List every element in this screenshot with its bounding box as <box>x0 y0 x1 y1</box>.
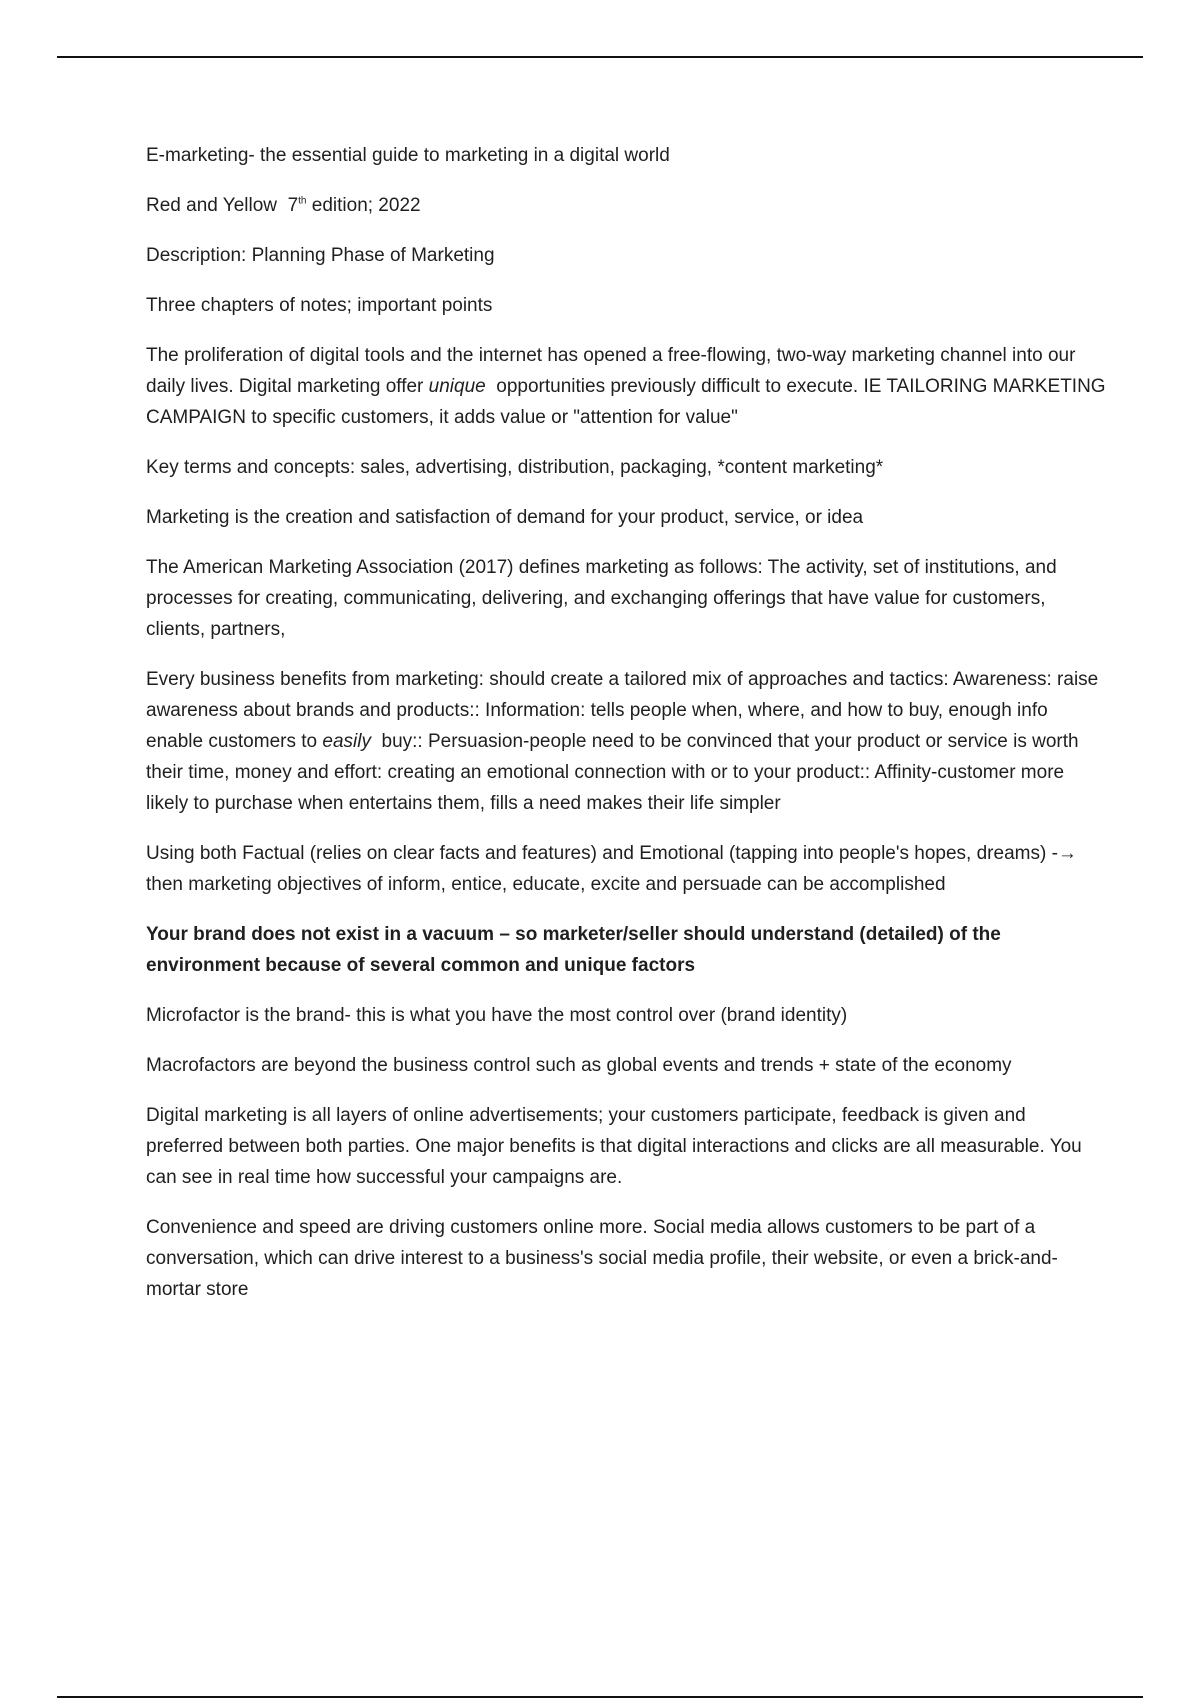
paragraph-benefits <box>146 664 1106 819</box>
benefits-text-after: buy:: Persuasion-people need to be convinced that your product or service is worth their time, money and effort: creating an emotional connection with or to your product:: Affinity-customer more likely to purchase when entertains them, fills a need makes their life simpler <box>146 731 1079 814</box>
paragraph-microfactor: Microfactor is the brand- this is what you have the most control over (brand identity) <box>146 1005 848 1026</box>
paragraph-convenience: Convenience and speed are driving customers online more. Social media allows customers to be part of a conversation, which can drive interest to a business's social media profile, their website, or even a brick-and-mortar store <box>146 1217 1058 1300</box>
summary-line: Three chapters of notes; important points <box>146 295 493 316</box>
intro-text-before: The proliferation of digital tools and the internet has opened a free-flowing, two-way marketing channel into our daily lives. Digital marketing offer <box>146 345 1076 397</box>
description-line: Description: Planning Phase of Marketing <box>146 245 495 266</box>
paragraph-ama: The American Marketing Association (2017) defines marketing as follows: The activity, set of institutions, and processes for creating, communicating, delivering, and exchanging offerings that have value for customers, clients, partners, <box>146 557 1057 640</box>
publisher: Red and Yellow <box>146 195 277 216</box>
page-bottom-rule <box>57 1696 1143 1698</box>
edition-suffix: th <box>298 195 307 207</box>
page-top-rule <box>57 56 1143 58</box>
benefits-text-before: Every business benefits from marketing: should create a tailored mix of approaches and tactics: Awareness: raise awareness about brands and products:: Information: tells people when, where, and how to buy, enough info enable customers to <box>146 669 1099 752</box>
paragraph-digital: Digital marketing is all layers of online advertisements; your customers participate, feedback is given and preferred between both parties. One major benefits is that digital interactions and clicks are all measurable. You can see in real time how successful your campaigns are. <box>146 1105 1082 1188</box>
edition-line <box>146 190 1106 221</box>
paragraph-factual: Using both Factual (relies on clear facts and features) and Emotional (tapping into people's hopes, dreams) -→ then marketing objectives of inform, entice, educate, excite and persuade can be accomplished <box>146 843 1077 895</box>
paragraph-intro <box>146 340 1106 433</box>
intro-emphasis: unique <box>428 376 486 397</box>
benefits-emphasis: easily <box>322 731 371 752</box>
document-body <box>146 140 1106 1324</box>
paragraph-key-terms: Key terms and concepts: sales, advertising, distribution, packaging, *content marketing* <box>146 457 884 478</box>
paragraph-definition: Marketing is the creation and satisfaction of demand for your product, service, or idea <box>146 507 864 528</box>
edition-number: 7 <box>287 195 299 216</box>
edition-rest: edition; 2022 <box>311 195 421 216</box>
intro-text-after: opportunities previously difficult to execute. IE TAILORING MARKETING CAMPAIGN to specific customers, it adds value or "attention for value" <box>146 376 1106 428</box>
document-title: E-marketing- the essential guide to marketing in a digital world <box>146 145 670 166</box>
paragraph-vacuum: Your brand does not exist in a vacuum – so marketer/seller should understand (detailed) of the environment because of several common and unique factors <box>146 924 1001 976</box>
paragraph-macrofactors: Macrofactors are beyond the business control such as global events and trends + state of the economy <box>146 1055 1012 1076</box>
